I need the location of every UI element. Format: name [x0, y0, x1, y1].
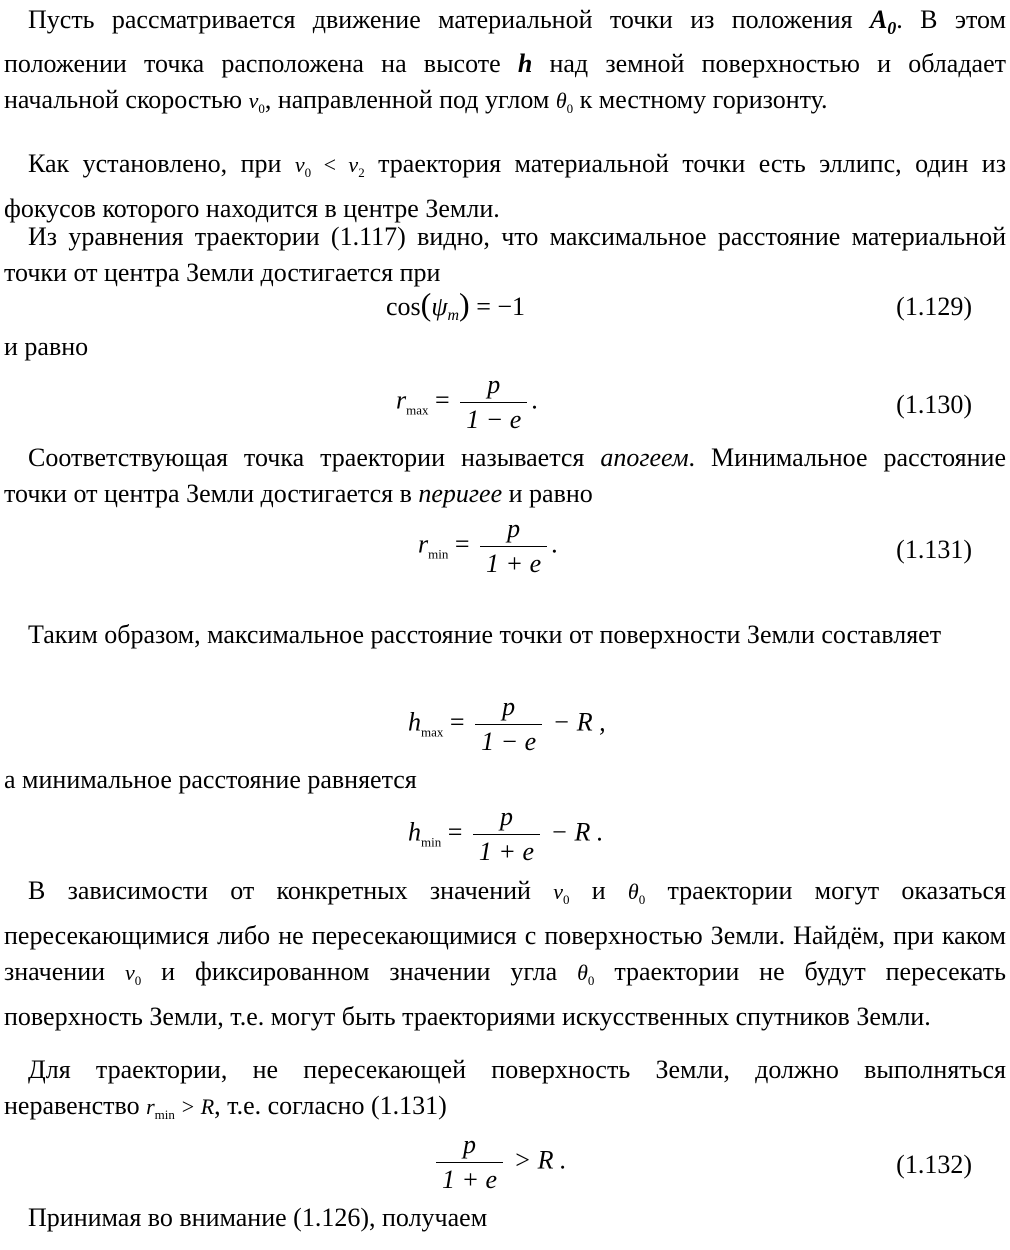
- equation-number: (1.131): [896, 535, 972, 564]
- text: Как установлено, при: [28, 149, 295, 178]
- paragraph-inequality: Для траектории, не пересекающей поверхность Земли, должно выполняться неравенство $r_{min} > R$, т.е. согласно (1.131): [4, 1055, 1006, 1122]
- symbol-h: h: [517, 49, 533, 79]
- paragraph-min: а минимальное расстояние равняется: [4, 765, 417, 794]
- paragraph-depending: В зависимости от конкретных значений $v_0$ и $\theta_0$ траектории могут оказаться пересекающимися либо не пересекающимися с поверхностью Земли. Найдём, при каком значении $v_0$ и фиксированном значении угла $\theta_0$ траектории не будут пересекать поверхность Земли, т.е. могут быть траекториями искусственных спутников Земли.: [4, 876, 1007, 1031]
- symbol-v0: $v_0$: [553, 879, 570, 907]
- equation-number: (1.129): [896, 292, 972, 321]
- paragraph-and-equals: и равно: [4, 332, 89, 361]
- equation-1-130: $r_{max}$ = $\frac{p}{1 - e}$ .: [396, 370, 538, 434]
- paragraph-max-distance: [4, 219, 1006, 291]
- text: к местному горизонту.: [573, 85, 828, 115]
- text: Из уравнения траектории (1.117) видно, что максимальное расстояние материальной точки от центра Земли достигается при: [4, 222, 1006, 287]
- symbol-v0: $v_0$: [248, 88, 265, 117]
- symbol-v0: $v_0$: [124, 960, 142, 988]
- text: траектория материальной точки есть эллипс, один из фокусов которого находится в центре Земли.: [4, 149, 1006, 223]
- paragraph-considering: Принимая во внимание (1.126), получаем: [28, 1203, 488, 1232]
- equation-hmax: $h_{max}$ = $\frac{p}{1 - e}$ − R ,: [408, 692, 606, 756]
- equation-number: (1.130): [896, 390, 972, 419]
- text: над земной поверхностью и обладает начальной скоростью: [4, 49, 1006, 115]
- equation-1-132: $\frac{p}{1 + e}$ > R .: [432, 1128, 567, 1197]
- paragraph-intro: [4, 2, 1006, 127]
- text: . В этом положении точка расположена на высоте: [4, 5, 1006, 79]
- symbol-theta0: $\theta_0$: [555, 88, 574, 117]
- symbol-A0: $A_0$: [869, 5, 897, 39]
- symbol-theta0: $\theta_0$: [627, 879, 646, 907]
- equation-hmin: $h_{min}$ = $\frac{p}{1 + e}$ − R .: [408, 802, 604, 866]
- term-apogee: апогеем: [600, 443, 689, 472]
- text: , направленной под углом: [264, 85, 556, 115]
- equation-1-131: $r_{min}$ = $\frac{p}{1 + e}$ .: [418, 514, 558, 578]
- paragraph-apogee: Соответствующая точка траектории называется апогеем. Минимальное расстояние точки от центра Земли достигается в перигее и равно: [4, 443, 1007, 508]
- text: Пусть рассматривается движение материальной точки из положения: [28, 5, 870, 34]
- equation-1-129: $\cos(\psi_m) = -1$: [386, 286, 526, 324]
- term-perigee: перигее: [418, 479, 503, 508]
- paragraph-surface-max: Таким образом, максимальное расстояние точки от поверхности Земли составляет: [28, 620, 942, 649]
- inequality-v0-v2: $v_0 < v_2$: [294, 152, 365, 180]
- equation-number: (1.132): [896, 1150, 972, 1179]
- paragraph-ellipse: [4, 146, 1006, 227]
- inequality-rmin-R: $r_{min} > R$: [146, 1094, 215, 1122]
- symbol-theta0: $\theta_0$: [577, 960, 595, 988]
